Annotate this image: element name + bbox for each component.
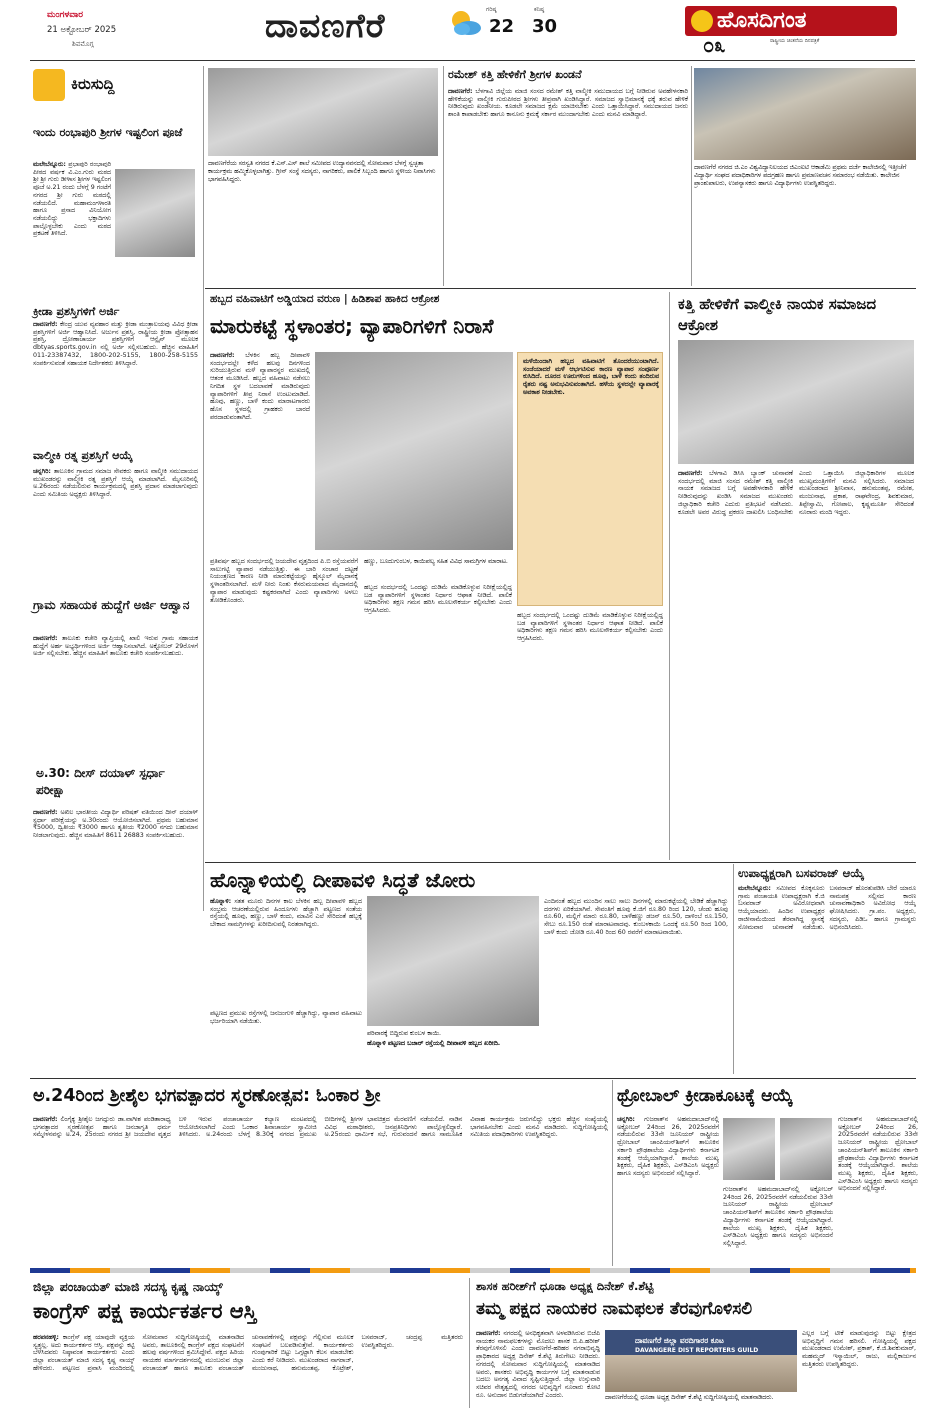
paper-name: ಹೊಸದಿಗಂತ [717,8,807,33]
brief-text-3: ತಾಲೂಕಿನ ಗ್ರಾಮದ ಸಮಾಜ ಸೇವಕರು ಹಾಗೂ ವಾಲ್ಮೀಕಿ ಸಮುದಾಯದ ಮುಖಂಡರನ್ನು ವಾಲ್ಮೀಕಿ ರತ್ನ ಪ್ರಶಸ್ತಿಗೆ ಆಯ್ಕೆ ಮಾಡಲಾಗಿದೆ. ಮೈಸೂರಿನಲ್ಲಿ ಅ.26ರಂದು ನಡೆಯಲಿರುವ ಕಾರ್ಯಕ್ರಮದಲ್ಲಿ ಪ್ರಶಸ್ತಿ ಪ್ರದಾನ ಮಾಡಲಾಗುವುದು ಎಂದು ಸಮಿತಿಯ ಅಧ್ಯಕ್ಷರು ತಿಳಿಸಿದ್ದಾರೆ. [33,468,198,499]
throwball-body-3: ಗುಜರಾತ್‌ನ ಅಹಮದಾಬಾದ್‌ನಲ್ಲಿ ಅಕ್ಟೋಬರ್ 24ರಿಂದ 26, 2025ರವರೆಗೆ ನಡೆಯಲಿರುವ 33ನೇ ಜೂನಿಯರ್ ರಾಷ್ಟ್ರೀಯ ಥ್ರೋಬಾಲ್ ಚಾಂಪಿಯನ್‌ಶಿಪ್‌ಗೆ ತಾಲೂಕಿನ ಸರ್ಕಾರಿ ಪ್ರೌಢಶಾಲೆಯ ವಿದ್ಯಾರ್ಥಿಗಳು ಕರ್ನಾಟಕ ತಂಡಕ್ಕೆ ಆಯ್ಕೆಯಾಗಿದ್ದಾರೆ. ಶಾಲೆಯ ಮುಖ್ಯ ಶಿಕ್ಷಕರು, ದೈಹಿಕ ಶಿಕ್ಷಕರು, ಎಸ್‌ಡಿಎಂಸಿ ಅಧ್ಯಕ್ಷರು ಹಾಗೂ ಸದಸ್ಯರು ಅಭಿನಂದನೆ ಸಲ್ಲಿಸಿದ್ದಾರೆ. [838,1116,918,1193]
brief-title-1: ಇಂದು ರಂಭಾಪುರಿ ಶ್ರೀಗಳ ಇಷ್ಟಲಿಂಗ ಪೂಜೆ [33,126,183,139]
honnali-dateline: ಹೊನ್ನಾಳಿ: [210,898,232,905]
page-number: ೦೩ [703,33,726,57]
ramesh-body [448,88,688,288]
kirusuddi-banner [33,69,153,103]
basavaraj-text: ಸಮೀಪದ ಕೊಕ್ಕನೂರು ಗ್ರಾಮ ಪಂಚಾಯತಿ ಉಪಾಧ್ಯಕ್ಷರಾಗಿ ಕೆ.ಜಿ ಬಸವರಾಜ್ ಅವಿರೋಧವಾಗಿ ಆಯ್ಕೆಯಾದರು. ಹಿಂದಿನ ಉಪಾಧ್ಯಕ್ಷರ ರಾಜೀನಾಮೆಯಿಂದ ತೆರವಾಗಿದ್ದ ಸ್ಥಾನಕ್ಕೆ ಸೋಮವಾರ ಚುನಾವಣೆ ನಡೆಯಿತು. ಬಸವರಾಜ್ ಹೊರತುಪಡಿಸಿ ಬೇರೆ ಯಾರೂ ನಾಮಪತ್ರ ಸಲ್ಲಿಸದ ಕಾರಣ ಚುನಾವಣಾಧಿಕಾರಿ ಅವಿರೋಧ ಆಯ್ಕೆ ಘೋಷಿಸಿದರು. ಗ್ರಾ.ಪಂ. ಅಧ್ಯಕ್ಷರು, ಸದಸ್ಯರು, ಪಿಡಿಒ ಹಾಗೂ ಗ್ರಾಮಸ್ಥರು ಅಭಿನಂದಿಸಿದರು. [738,885,916,931]
dinesh-kicker: ಶಾಸಕ ಹರೀಶ್‌ಗೆ ಧೂಡಾ ಅಧ್ಯಕ್ಷ ದಿನೇಶ್ ಕೆ.ಶೆಟ್ಟಿ [476,1279,654,1293]
market-kicker: ಹಬ್ಬದ ವಹಿವಾಟಿಗೆ ಅಡ್ಡಿಯಾದ ವರುಣ | ಹಿಡಿಶಾಪ ಹಾಕಿದ ಆಕ್ರೋಶ [210,293,440,305]
row3-rule [30,1078,916,1079]
kirusuddi-label: ಕಿರುಸುದ್ದಿ [71,75,115,93]
market-body-2: ಪ್ರತಿವರ್ಷ ಹಬ್ಬದ ಸಂದರ್ಭದಲ್ಲಿ ಜಯದೇವ ವೃತ್ತದಿಂದ ಪಿ.ಬಿ ರಸ್ತೆಯವರೆಗೆ ಸಾಲುಗಟ್ಟಿ ವ್ಯಾಪಾರ ನಡೆಯುತ್ತಿತ್ತು. ಈ ಬಾರಿ ಸಂಚಾರ ದಟ್ಟಣೆ ನಿಯಂತ್ರಣದ ಕಾರಣ ನೀಡಿ ಮಾರುಕಟ್ಟೆಯನ್ನು ಹೈಸ್ಕೂಲ್ ಮೈದಾನಕ್ಕೆ ಸ್ಥಳಾಂತರಿಸಲಾಗಿದೆ. ಮಳೆ ನೀರು ನಿಂತು ಕೆಸರುಮಯವಾದ ಮೈದಾನದಲ್ಲಿ ವ್ಯಾಪಾರ ಮಾಡುವುದು ಕಷ್ಟಕರವಾಗಿದೆ ಎಂದು ವ್ಯಾಪಾರಿಗಳು ಅಳಲು ತೋಡಿಕೊಂಡರು. [210,558,358,604]
top-row-rule [205,288,916,289]
cleaning-drive-photo [208,68,438,156]
press-meet-photo [605,1330,797,1392]
gmit-event-photo [694,68,916,160]
throwball-body-2: ಗುಜರಾತ್‌ನ ಅಹಮದಾಬಾದ್‌ನಲ್ಲಿ ಅಕ್ಟೋಬರ್ 24ರಿಂದ 26, 2025ರವರೆಗೆ ನಡೆಯಲಿರುವ 33ನೇ ಜೂನಿಯರ್ ರಾಷ್ಟ್ರೀಯ ಥ್ರೋಬಾಲ್ ಚಾಂಪಿಯನ್‌ಶಿಪ್‌ಗೆ ತಾಲೂಕಿನ ಸರ್ಕಾರಿ ಪ್ರೌಢಶಾಲೆಯ ವಿದ್ಯಾರ್ಥಿಗಳು ಕರ್ನಾಟಕ ತಂಡಕ್ಕೆ ಆಯ್ಕೆಯಾಗಿದ್ದಾರೆ. ಶಾಲೆಯ ಮುಖ್ಯ ಶಿಕ್ಷಕರು, ದೈಹಿಕ ಶಿಕ್ಷಕರು, ಎಸ್‌ಡಿಎಂಸಿ ಅಧ್ಯಕ್ಷರು ಹಾಗೂ ಸದಸ್ಯರು ಅಭಿನಂದನೆ ಸಲ್ಲಿಸಿದ್ದಾರೆ. [723,1186,833,1247]
throwball-headline: ಥ್ರೋಬಾಲ್ ಕ್ರೀಡಾಕೂಟಕ್ಕೆ ಆಯ್ಕೆ [617,1086,793,1106]
katti-dateline: ದಾವಣಗೆರೆ: [678,470,703,477]
student-photo-boy [723,1118,775,1180]
brief-dateline-2: ದಾವಣಗೆರೆ: [33,321,58,328]
cleaning-drive-caption: ದಾವಣಗೆರೆಯ ಸರಸ್ವತಿ ನಗರದ ಕೆ.ಎಸ್.ಎಸ್ ಶಾಲೆ ಸಮೀಪದ ಉದ್ಯಾನವನದಲ್ಲಿ ಸೋಮವಾರ ಬೆಳಗ್ಗೆ ಸ್ವಚ್ಛತಾ ಕಾರ್ಯಕ್ರಮ ಹಮ್ಮಿಕೊಳ್ಳಲಾಗಿತ್ತು. ಗ್ರೀನ್ ಸಂಸ್ಥೆ ಸದಸ್ಯರು, ನಾಗರಿಕರು, ಪಾಲಿಕೆ ಸಿಬ್ಬಂದಿ ಹಾಗೂ ಸ್ಥಳೀಯ ನಿವಾಸಿಗಳು ಭಾಗವಹಿಸಿದ್ದರು. [208,160,436,183]
dinesh-body-1 [476,1330,600,1408]
max-temp: 30 [532,16,558,37]
honnali-market-photo [367,896,539,1026]
section-divider [30,1268,916,1273]
brief-body-5 [33,809,198,909]
ramesh-text: ಬೆಳಗಾವಿ ಜಿಲ್ಲೆಯ ಮಾಜಿ ಸಂಸದ ರಮೇಶ್ ಕತ್ತಿ ವಾಲ್ಮೀಕಿ ಸಮುದಾಯದ ಬಗ್ಗೆ ನೀಡಿರುವ ಅವಹೇಳನಕಾರಿ ಹೇಳಿಕೆಯನ್ನು ವಾಲ್ಮೀಕಿ ಗುರುಪೀಠದ ಶ್ರೀಗಳು ತೀವ್ರವಾಗಿ ಖಂಡಿಸಿದ್ದಾರೆ. ಸಮಾಜದ ಸ್ವಾಭಿಮಾನಕ್ಕೆ ಧಕ್ಕೆ ತರುವ ಹೇಳಿಕೆ ನೀಡಿರುವುದು ಖಂಡನೀಯ. ಕೂಡಲೇ ಸಮಾಜದ ಕ್ಷಮೆ ಯಾಚಿಸಬೇಕು ಎಂದು ಒತ್ತಾಯಿಸಿದ್ದಾರೆ. ಸಮುದಾಯದ ಜನರು ಶಾಂತಿ ಕಾಪಾಡಬೇಕು ಹಾಗೂ ಕಾನೂನು ಕ್ರಮಕ್ಕೆ ಸರ್ಕಾರ ಮುಂದಾಗಬೇಕು ಎಂದು ಮನವಿ ಮಾಡಿದ್ದಾರೆ. [448,88,688,119]
column-rule-left [203,66,204,911]
swamiji-photo [115,169,195,257]
gmit-event-caption: ದಾವಣಗೆರೆ ನಗರದ ಜಿ.ಎಂ ವಿಶ್ವವಿದ್ಯಾನಿಲಯದ ಜಿಎಂಐಟಿ ಆಕಾಡೆಮಿ ಪ್ರಥಮ ದರ್ಜೆ ಕಾಲೇಜಿನಲ್ಲಿ ಇತ್ತೀಚೆಗೆ ವಿದ್ಯಾರ್ಥಿ ಸಂಘದ ಪದಾಧಿಕಾರಿಗಳ ಪದಗ್ರಹಣ ಹಾಗೂ ಪ್ರಮಾಣವಚನ ಸಮಾರಂಭ ನಡೆಯಿತು. ಕಾಲೇಜಿನ ಪ್ರಾಂಶುಪಾಲರು, ಉಪನ್ಯಾಸಕರು ಹಾಗೂ ವಿದ್ಯಾರ್ಥಿಗಳು ಉಪಸ್ಥಿತರಿದ್ದರು. [694,164,907,187]
column-rule-5 [733,864,734,1074]
honnali-headline: ಹೊನ್ನಾಳಿಯಲ್ಲಿ ದೀಪಾವಳಿ ಸಿದ್ಧತೆ ಜೋರು [210,868,476,892]
paper-logo [685,6,897,36]
masthead-city: ಶಿವಮೊಗ್ಗ [72,40,94,48]
brief-dateline-5: ದಾವಣಗೆರೆ: [33,809,58,816]
congress-text: ಕಾಂಗ್ರೆಸ್ ಪಕ್ಷ ಯಾವುದೇ ವ್ಯಕ್ತಿಯ ಸ್ವತ್ತಲ್ಲ. ಅದು ಕಾರ್ಯಕರ್ತರ ಆಸ್ತಿ. ಪಕ್ಷವನ್ನು ಕಟ್ಟಿ ಬೆಳೆಸಿದವರು ನಿಷ್ಠಾವಂತ ಕಾರ್ಯಕರ್ತರು ಎಂದು ಜಿಲ್ಲಾ ಪಂಚಾಯತ್ ಮಾಜಿ ಸದಸ್ಯ ಕೃಷ್ಣ ನಾಯ್ಕ್ ಹೇಳಿದರು. ಪಟ್ಟಣದ ಪ್ರವಾಸಿ ಮಂದಿರದಲ್ಲಿ ಸೋಮವಾರ ಸುದ್ದಿಗೋಷ್ಠಿಯಲ್ಲಿ ಮಾತನಾಡಿದ ಅವರು, ತಾಲೂಕಿನಲ್ಲಿ ಕಾಂಗ್ರೆಸ್ ಪಕ್ಷದ ಸಂಘಟನೆಗೆ ಹಲವು ವರ್ಷಗಳಿಂದ ಶ್ರಮಿಸಿದ್ದೇವೆ. ಪಕ್ಷದ ಹಿರಿಯ ನಾಯಕರ ಮಾರ್ಗದರ್ಶನದಲ್ಲಿ ಮುಂಬರುವ ಜಿಲ್ಲಾ ಪಂಚಾಯತ್ ಹಾಗೂ ತಾಲೂಕು ಪಂಚಾಯತ್ ಚುನಾವಣೆಗಳಲ್ಲಿ ಪಕ್ಷವನ್ನು ಗೆಲ್ಲಿಸುವ ಮೂಲಕ ಸಂಘಟನೆ ಬಲಪಡಿಸುತ್ತೇವೆ. ಕಾರ್ಯಕರ್ತರು ಗುಂಪುಗಾರಿಕೆ ಬಿಟ್ಟು ಒಗ್ಗಟ್ಟಾಗಿ ಕೆಲಸ ಮಾಡಬೇಕು ಎಂದು ಕರೆ ನೀಡಿದರು. ಮುಖಂಡರಾದ ನಾಗರಾಜ್, ಮಂಜುನಾಥ, ಹನುಮಂತಪ್ಪ, ಕೊಟ್ರೇಶ್, ಬಸವರಾಜ್, ಚಂದ್ರಪ್ಪ ಮತ್ತಿತರರು ಉಪಸ್ಥಿತರಿದ್ದರು. [33,1334,463,1372]
dinesh-headline: ತಮ್ಮ ಪಕ್ಷದ ನಾಯಕರ ನಾಮಫಲಕ ತೆರವುಗೊಳಿಸಲಿ [476,1299,753,1319]
honnali-body-1 [210,898,362,1008]
edition-title: ದಾವಣಗೆರೆ [265,6,386,45]
katti-headline: ಕತ್ತಿ ಹೇಳಿಕೆಗೆ ವಾಲ್ಮೀಕಿ ನಾಯಕ ಸಮಾಜದ ಆಕ್ರೋಶ [678,295,877,334]
brief-dateline-1: ಮಲೇಬೆನ್ನೂರು: [33,161,66,168]
throwball-dateline: ಚನ್ನಗಿರಿ: [617,1116,635,1123]
market-body-3: ಹಬ್ಬದ ಸಂದರ್ಭದಲ್ಲಿ ಒಂದಷ್ಟು ದುಡಿಮೆ ಮಾಡಿಕೊಳ್ಳುವ ನಿರೀಕ್ಷೆಯಲ್ಲಿದ್ದ ಬಡ ವ್ಯಾಪಾರಿಗಳಿಗೆ ಸ್ಥಳಾಂತರ ನಿರ್ಧಾರ ಆಘಾತ ನೀಡಿದೆ. ಪಾಲಿಕೆ ಅಧಿಕಾರಿಗಳು ತಕ್ಷಣ ಗಮನ ಹರಿಸಿ ಮೂಲಸೌಕರ್ಯ ಕಲ್ಪಿಸಬೇಕು ಎಂದು ಆಗ್ರಹಿಸಿದರು. [364,584,512,615]
press-meet-caption: ದಾವಣಗೆರೆಯಲ್ಲಿ ಧೂಡಾ ಅಧ್ಯಕ್ಷ ದಿನೇಶ್ ಕೆ.ಶೆಟ್ಟಿ ಸುದ್ದಿಗೋಷ್ಠಿಯಲ್ಲಿ ಮಾತನಾಡಿದರು. [605,1394,774,1401]
congress-kicker: ಜಿಲ್ಲಾ ಪಂಚಾಯತ್ ಮಾಜಿ ಸದಸ್ಯ ಕೃಷ್ಣ ನಾಯ್ಕ್ [33,1279,223,1294]
column-rule-3 [691,66,692,286]
weather-icon [448,8,482,38]
congress-dateline: ಹರಪನಹಳ್ಳಿ: [33,1334,59,1341]
hand-icon [33,69,65,101]
congress-headline: ಕಾಂಗ್ರೆಸ್ ಪಕ್ಷ ಕಾರ್ಯಕರ್ತರ ಆಸ್ತಿ [33,1299,257,1323]
logo-emblem-icon [691,10,713,32]
brief-text-1: ಪ್ರಭಾಪುರಿ ರಂಭಾಪುರಿ ಪೀಠದ ವರ್ಷಕ ವಿ.ಎಂ.ಗುರು ಮಠದ ಶ್ರೀ ಶ್ರೀ ಗುರು ಡೀಳಾಸ ಶ್ರೀಗಳ ಇಷ್ಟಲಿಂಗ ಪೂಜೆ ಅ.21 ರಂದು ಬೆಳಗ್ಗೆ 9 ಗಂಟೆಗೆ ನಗರದ ಶ್ರೀ ಗುರು ಮಠದಲ್ಲಿ ನಡೆಯಲಿದೆ. ಮಹಾಮಂಗಳಾರತಿ ಹಾಗೂ ಪ್ರಸಾದ ವಿನಿಯೋಗ ನಡೆಯಲಿದ್ದು ಭಕ್ತಾದಿಗಳು ಪಾಲ್ಗೊಳ್ಳಬೇಕು ಎಂದು ಮಠದ ಪ್ರಕಟಣೆ ತಿಳಿಸಿದೆ. [33,161,111,238]
honnali-body-2: ಪಟ್ಟಣದ ಪ್ರಮುಖ ರಸ್ತೆಗಳಲ್ಲಿ ಜನಜಂಗುಳಿ ಹೆಚ್ಚಾಗಿದ್ದು, ವ್ಯಾಪಾರ ವಹಿವಾಟು ಭರ್ಜರಿಯಾಗಿ ನಡೆಯಿತು. [210,1010,362,1025]
katti-protest-photo [678,340,914,464]
market-text-1: ಬೆಳಕಿನ ಹಬ್ಬ ದೀಪಾವಳಿ ಸಂದರ್ಭದಲ್ಲೇ ಕಳೆದ ಹಲವು ದಿನಗಳಿಂದ ಸುರಿಯುತ್ತಿರುವ ಮಳೆ ವ್ಯಾಪಾರಸ್ಥರ ಮುಖದಲ್ಲಿ ಆತಂಕ ಮೂಡಿಸಿದೆ. ಹಬ್ಬದ ವಹಿವಾಟು ನಡೆಸಲು ನಿಗದಿತ ಸ್ಥಳ ಬದಲಾವಣೆ ಮಾಡಿರುವುದು ವ್ಯಾಪಾರಿಗಳಿಗೆ ತೀವ್ರ ನಿರಾಸೆ ಉಂಟುಮಾಡಿದೆ. ಹೂವು, ಹಣ್ಣು, ಬಾಳೆ ಕಂದು ಮಾರಾಟಗಾರರು ಹೊಸ ಸ್ಥಳದಲ್ಲಿ ಗ್ರಾಹಕರು ಬಾರದೆ ಪರದಾಡುವಂತಾಗಿದೆ. [210,352,310,421]
market-box-text: ಮಳೆಯಿಂದಾಗಿ ಹಬ್ಬದ ವಹಿವಾಟಿಗೆ ತೊಂದರೆಯುಂಟಾಗಿದೆ. ಸಂಜೆಯಾದರೆ ಮಳೆ ಆರ್ಭಟಿಸುವ ಕಾರಣ ವ್ಯಾಪಾರ ಸಂಪೂರ್ಣ ಕುಸಿದಿದೆ. ದೂರದ ಊರುಗಳಿಂದ ಹೂವು, ಬಾಳೆ ಕಂದು ತಂದಿರುವ ರೈತರು ನಷ್ಟ ಅನುಭವಿಸುವಂತಾಗಿದೆ. ಹಳೆಯ ಸ್ಥಳದಲ್ಲೇ ವ್ಯಾಪಾರಕ್ಕೆ ಅವಕಾಶ ನೀಡಬೇಕು. [523,358,659,396]
brief-text-5: ಅಖಿಲ ಭಾರತೀಯ ವಿದ್ಯಾರ್ಥಿ ಪರಿಷತ್ ವತಿಯಿಂದ ದೀನ್ ದಯಾಳ್ ಸ್ಪರ್ಧಾ ಪರೀಕ್ಷೆಯನ್ನು ಅ.30ರಂದು ಆಯೋಜಿಸಲಾಗಿದೆ. ಪ್ರಥಮ ಬಹುಮಾನ ₹5000, ದ್ವಿತೀಯ ₹3000 ಹಾಗೂ ತೃತೀಯ ₹2000 ನಗದು ಬಹುಮಾನ ನೀಡಲಾಗುವುದು. ಹೆಚ್ಚಿನ ಮಾಹಿತಿಗೆ 8611 26883 ಸಂಪರ್ಕಿಸಬಹುದು. [33,809,198,840]
masthead-date: 21 ಅಕ್ಟೋಬರ್ 2025 [47,25,117,35]
student-photo-girl [780,1118,832,1180]
kirusuddi-column [30,65,200,912]
column-rule-2 [443,66,444,286]
masthead-day: ಮಂಗಳವಾರ [47,10,84,20]
srishaila-headline: ಅ.24ರಿಂದ ಶ್ರೀಶೈಲ ಭಗವತ್ಪಾದರ ಸ್ಮರಣೋತ್ಸವ: ಓಂಕಾರ ಶ್ರೀ [33,1086,381,1106]
max-temp-label: ಕನಿಷ್ಠ [534,6,545,13]
srishaila-dateline: ದಾವಣಗೆರೆ: [33,1116,58,1123]
min-temp-label: ಗರಿಷ್ಠ [486,6,497,13]
basavaraj-headline: ಉಪಾಧ್ಯಕ್ಷರಾಗಿ ಬಸವರಾಜ್ ಆಯ್ಕೆ [738,866,865,880]
honnali-photo-sub: ಹೊನ್ನಾಳಿ ಪಟ್ಟಣದ ಬಜಾರ್ ರಸ್ತೆಯಲ್ಲಿ ದೀಪಾವಳಿ ಹಬ್ಬದ ಖರೀದಿ. [367,1040,501,1047]
brief-title-5: ಅ.30: ದೀಸ್ ದಯಾಳ್ ಸ್ಪರ್ಧಾ ಪರೀಕ್ಷಾ [36,766,165,797]
brief-dateline-4: ದಾವಣಗೆರೆ: [33,635,58,642]
honnali-text-1: ಸತತ ಮೂರು ದಿನಗಳ ಕಾಲ ಬೆಳಕಿನ ಹಬ್ಬ ದೀಪಾವಳಿ ಹಬ್ಬದ ಸಂಭ್ರಮ ಆಚರಣೆಯಲ್ಲಿರುವ ಹಿಂದೂಗಳು ಹೆಚ್ಚಾಗಿ ಪಟ್ಟಣದ ಸಂತೆಯ ರಸ್ತೆಯಲ್ಲಿ ಹೂವು, ಹಣ್ಣು, ಬಾಳೆ ಕಂದು, ಮಾವಿನ ಎಲೆ ಸೇರಿದಂತೆ ಹಬ್ಬಕ್ಕೆ ಬೇಕಾದ ಸಾಮಗ್ರಿಗಳನ್ನು ಖರೀದಿಸುವಲ್ಲಿ ನಿರತರಾಗಿದ್ದರು. [210,898,362,929]
brief-title-3: ವಾಲ್ಮೀಕಿ ರತ್ನ ಪ್ರಶಸ್ತಿಗೆ ಆಯ್ಕೆ [33,449,133,462]
brief-text-4: ತಾಲೂಕು ಕಚೇರಿ ವ್ಯಾಪ್ತಿಯಲ್ಲಿ ಖಾಲಿ ಇರುವ ಗ್ರಾಮ ಸಹಾಯಕ ಹುದ್ದೆಗೆ ಅರ್ಹ ಅಭ್ಯರ್ಥಿಗಳಿಂದ ಅರ್ಜಿ ಆಹ್ವಾನಿಸಲಾಗಿದೆ. ಅಕ್ಟೋಬರ್ 29ರೊಳಗೆ ಅರ್ಜಿ ಸಲ್ಲಿಸಬೇಕು. ಹೆಚ್ಚಿನ ಮಾಹಿತಿಗೆ ತಾಲೂಕು ಕಚೇರಿ ಸಂಪರ್ಕಿಸಬಹುದು. [33,635,198,658]
masthead-rule [30,60,915,61]
market-photo [315,352,513,550]
congress-body [33,1334,463,1406]
guild-banner: ದಾವಣಗೆರೆ ಜಿಲ್ಲಾ ವರದಿಗಾರರ ಕೂಟ [635,1336,724,1345]
market-dateline: ದಾವಣಗೆರೆ: [210,352,235,359]
ramesh-headline: ರಮೇಶ್ ಕತ್ತಿ ಹೇಳಿಕೆಗೆ ಶ್ರೀಗಳ ಖಂಡನೆ [448,68,582,81]
brief-body-1 [33,161,111,311]
honnali-photo-caption: ಪರಿವಾರಕ್ಕೆ ಬಿದ್ದಿರುವ ಕುಂಬಳ ಕಾಯಿ. [367,1030,442,1037]
brief-title-2: ಕ್ರೀಡಾ ಪ್ರಶಸ್ತಿಗಳಿಗೆ ಅರ್ಜಿ [33,305,120,318]
srishaila-text: ಲಿಂಗೈಕ್ಯ ಶ್ರೀಶೈಲ ಜಗದ್ಗುರು ಡಾ.ವಾಗೀಶ ಪಂಡಿತಾರಾಧ್ಯ ಭಗವತ್ಪಾದರ ಸ್ಮರಣೋತ್ಸವ ಹಾಗೂ ಜನಜಾಗೃತಿ ಧರ್ಮ ಸಮ್ಮೇಳನವನ್ನು ಅ.24, 25ರಂದು ನಗರದ ಶ್ರೀ ಜಯದೇವ ವೃತ್ತದ ಬಳಿ ಇರುವ ಪಂಚಾಚಾರ್ಯ ಕಲ್ಯಾಣ ಮಂಟಪದಲ್ಲಿ ಆಯೋಜಿಸಲಾಗಿದೆ ಎಂದು ಓಂಕಾರ ಶಿವಾಚಾರ್ಯ ಸ್ವಾಮೀಜಿ ತಿಳಿಸಿದರು. ಅ.24ರಂದು ಬೆಳಗ್ಗೆ 8.30ಕ್ಕೆ ನಗರದ ಪ್ರಮುಖ ಬೀದಿಗಳಲ್ಲಿ ಶ್ರೀಗಳ ಭಾವಚಿತ್ರದ ಮೆರವಣಿಗೆ ನಡೆಯಲಿದೆ. ನಾಡಿನ ವಿವಿಧ ಮಠಾಧೀಶರು, ಜನಪ್ರತಿನಿಧಿಗಳು ಪಾಲ್ಗೊಳ್ಳಲಿದ್ದಾರೆ. ಅ.25ರಂದು ಧಾರ್ಮಿಕ ಸಭೆ, ಗುರುವಂದನೆ ಹಾಗೂ ಸಾಮೂಹಿಕ ವಿವಾಹ ಕಾರ್ಯಕ್ರಮ ಜರುಗಲಿದ್ದು ಭಕ್ತರು ಹೆಚ್ಚಿನ ಸಂಖ್ಯೆಯಲ್ಲಿ ಭಾಗವಹಿಸಬೇಕು ಎಂದು ಮನವಿ ಮಾಡಿದರು. ಸುದ್ದಿಗೋಷ್ಠಿಯಲ್ಲಿ ಸಮಿತಿಯ ಪದಾಧಿಕಾರಿಗಳು ಉಪಸ್ಥಿತರಿದ್ದರು. [33,1116,608,1139]
brief-body-3 [33,468,198,568]
dinesh-dateline: ದಾವಣಗೆರೆ: [476,1330,501,1337]
brief-dateline-3: ಚನ್ನಗಿರಿ: [33,468,51,475]
srishaila-body [33,1116,608,1266]
brief-text-2: ಕೇಂದ್ರ ಯುವ ವ್ಯವಹಾರ ಮತ್ತು ಕ್ರೀಡಾ ಮಂತ್ರಾಲಯವು ವಿವಿಧ ಕ್ರೀಡಾ ಪ್ರಶಸ್ತಿಗಳಿಗೆ ಅರ್ಜಿ ಆಹ್ವಾನಿಸಿದೆ. ಅರ್ಜುನ ಪ್ರಶಸ್ತಿ, ರಾಷ್ಟ್ರೀಯ ಕ್ರೀಡಾ ಪ್ರೋತ್ಸಾಹನ ಪ್ರಶಸ್ತಿ, ದ್ರೋಣಾಚಾರ್ಯ ಪ್ರಶಸ್ತಿಗಳಿಗೆ ಆನ್ಲೈನ್ ಮೂಲಕ dbtyas.sports.gov.in ನಲ್ಲಿ ಅರ್ಜಿ ಸಲ್ಲಿಸಬಹುದು. ಹೆಚ್ಚಿನ ಮಾಹಿತಿಗೆ 011-23387432, 1800-202-5155, 1800-258-5155 ಸಂಪರ್ಕಿಸುವಂತೆ ಸಹಾಯಕ ನಿರ್ದೇಶಕರು ತಿಳಿಸಿದ್ದಾರೆ. [33,321,198,367]
brief-body-2 [33,321,198,441]
masthead [0,0,945,62]
throwball-body [617,1116,719,1266]
dinesh-body-2: ಎಲ್ಲರ ಬಗ್ಗೆ ಟೀಕೆ ಮಾಡುವುದನ್ನು ಬಿಟ್ಟು ಕ್ಷೇತ್ರದ ಅಭಿವೃದ್ಧಿಗೆ ಗಮನ ಹರಿಸಲಿ. ಗೋಷ್ಠಿಯಲ್ಲಿ ಪಕ್ಷದ ಮುಖಂಡರಾದ ಉಮೇಶ್, ಪ್ರಕಾಶ್, ಕೆ.ಜಿ.ಶಿವಕುಮಾರ್, ಮಹಮ್ಮದ್ ಇಸ್ಮಾಯಿಲ್, ರಾಜು, ಮಲ್ಲಿಕಾರ್ಜುನ ಮತ್ತಿತರರು ಉಪಸ್ಥಿತರಿದ್ದರು. [802,1330,916,1368]
katti-text: ಬೆಳಗಾವಿ ಡಿಸಿಸಿ ಬ್ಯಾಂಕ್ ಚುನಾವಣೆ ಸಂದರ್ಭದಲ್ಲಿ ಮಾಜಿ ಸಂಸದ ರಮೇಶ್ ಕತ್ತಿ ವಾಲ್ಮೀಕಿ ನಾಯಕ ಸಮಾಜದ ಬಗ್ಗೆ ಅವಹೇಳನಕಾರಿ ಹೇಳಿಕೆ ನೀಡಿರುವುದನ್ನು ಖಂಡಿಸಿ ಸಮಾಜದ ಮುಖಂಡರು ಜಿಲ್ಲಾಧಿಕಾರಿ ಕಚೇರಿ ಎದುರು ಪ್ರತಿಭಟನೆ ನಡೆಸಿದರು. ಕೂಡಲೇ ಅವರ ವಿರುದ್ಧ ಪ್ರಕರಣ ದಾಖಲಿಸಿ ಬಂಧಿಸಬೇಕು ಎಂದು ಒತ್ತಾಯಿಸಿ ಜಿಲ್ಲಾಧಿಕಾರಿಗಳ ಮೂಲಕ ಮುಖ್ಯಮಂತ್ರಿಗಳಿಗೆ ಮನವಿ ಸಲ್ಲಿಸಿದರು. ಸಮಾಜದ ಮುಖಂಡರಾದ ಶ್ರೀನಿವಾಸ, ಹನುಮಂತಪ್ಪ, ರಮೇಶ, ಮಂಜುನಾಥ, ಪ್ರಕಾಶ, ರಾಘವೇಂದ್ರ, ಶಿವಕುಮಾರ, ತಿಪ್ಪೇಸ್ವಾಮಿ, ಗೋಪಾಲ, ಕೃಷ್ಣಮೂರ್ತಿ ಸೇರಿದಂತೆ ನೂರಾರು ಮಂದಿ ಇದ್ದರು. [678,470,914,516]
paper-tagline: ರಾಷ್ಟ್ರೀಯ ಚಿಂತನೆಯ ದಿನಪತ್ರಿಕೆ [770,38,820,44]
ramesh-dateline: ದಾವಣಗೆರೆ: [448,88,473,95]
mid-row-rule [205,862,916,863]
dinesh-text-1: ನಗರದಲ್ಲಿ ಅನಧಿಕೃತವಾಗಿ ಅಳವಡಿಸಿರುವ ಬಿಜೆಪಿ ನಾಯಕರ ನಾಮಫಲಕಗಳನ್ನು ಮೊದಲು ಶಾಸಕ ಬಿ.ಪಿ.ಹರೀಶ್ ತೆರವುಗೊಳಿಸಲಿ ಎಂದು ದಾವಣಗೆರೆ-ಹರಿಹರ ನಗರಾಭಿವೃದ್ಧಿ ಪ್ರಾಧಿಕಾರದ ಅಧ್ಯಕ್ಷ ದಿನೇಶ್ ಕೆ.ಶೆಟ್ಟಿ ತಿರುಗೇಟು ನೀಡಿದರು. ನಗರದಲ್ಲಿ ಸೋಮವಾರ ಸುದ್ದಿಗೋಷ್ಠಿಯಲ್ಲಿ ಮಾತನಾಡಿದ ಅವರು, ಶಾಸಕರು ಅಭಿವೃದ್ಧಿ ಕಾರ್ಯಗಳ ಬಗ್ಗೆ ಮಾತನಾಡುವ ಬದಲು ಅನಗತ್ಯ ವಿವಾದ ಸೃಷ್ಟಿಸುತ್ತಿದ್ದಾರೆ. ಜಿಲ್ಲಾ ಉಸ್ತುವಾರಿ ಸಚಿವರ ನೇತೃತ್ವದಲ್ಲಿ ನಗರದ ಅಭಿವೃದ್ಧಿಗೆ ನೂರಾರು ಕೋಟಿ ರೂ. ಅನುದಾನ ಬಿಡುಗಡೆಯಾಗಿದೆ ಎಂದರು. [476,1330,600,1399]
column-rule-7 [469,1278,470,1408]
column-rule-4 [669,292,670,860]
market-body-4: ಹಬ್ಬದ ಸಂದರ್ಭದಲ್ಲಿ ಒಂದಷ್ಟು ದುಡಿಮೆ ಮಾಡಿಕೊಳ್ಳುವ ನಿರೀಕ್ಷೆಯಲ್ಲಿದ್ದ ಬಡ ವ್ಯಾಪಾರಿಗಳಿಗೆ ಸ್ಥಳಾಂತರ ನಿರ್ಧಾರ ಆಘಾತ ನೀಡಿದೆ. ಪಾಲಿಕೆ ಅಧಿಕಾರಿಗಳು ತಕ್ಷಣ ಗಮನ ಹರಿಸಿ ಮೂಲಸೌಕರ್ಯ ಕಲ್ಪಿಸಬೇಕು ಎಂದು ಆಗ್ರಹಿಸಿದರು. [517,612,663,643]
brief-body-4 [33,635,198,727]
throwball-text: ಗುಜರಾತ್‌ನ ಅಹಮದಾಬಾದ್‌ನಲ್ಲಿ ಅಕ್ಟೋಬರ್ 24ರಿಂದ 26, 2025ರವರೆಗೆ ನಡೆಯಲಿರುವ 33ನೇ ಜೂನಿಯರ್ ರಾಷ್ಟ್ರೀಯ ಥ್ರೋಬಾಲ್ ಚಾಂಪಿಯನ್‌ಶಿಪ್‌ಗೆ ತಾಲೂಕಿನ ಸರ್ಕಾರಿ ಪ್ರೌಢಶಾಲೆಯ ವಿದ್ಯಾರ್ಥಿಗಳು ಕರ್ನಾಟಕ ತಂಡಕ್ಕೆ ಆಯ್ಕೆಯಾಗಿದ್ದಾರೆ. ಶಾಲೆಯ ಮುಖ್ಯ ಶಿಕ್ಷಕರು, ದೈಹಿಕ ಶಿಕ್ಷಕರು, ಎಸ್‌ಡಿಎಂಸಿ ಅಧ್ಯಕ್ಷರು ಹಾಗೂ ಸದಸ್ಯರು ಅಭಿನಂದನೆ ಸಲ್ಲಿಸಿದ್ದಾರೆ. [617,1116,719,1177]
brief-title-4: ಗ್ರಾಮ ಸಹಾಯಕ ಹುದ್ದೆಗೆ ಅರ್ಜಿ ಆಹ್ವಾನ [33,598,190,612]
column-rule-6 [612,1080,613,1266]
honnali-body-3: ಎಂದಿನಂತೆ ಹಬ್ಬದ ಮುಂದಿನ ಸಾಲು ಸಾಲು ದಿನಗಳಲ್ಲಿ ಮಾರುಕಟ್ಟೆಯಲ್ಲಿ ಬೇಡಿಕೆ ಹೆಚ್ಚಾಗಿದ್ದು ದರಗಳು ಏರಿಕೆಯಾಗಿವೆ. ಸೇವಂತಿಗೆ ಹೂವು ಕೆ.ಜಿಗೆ ರೂ.80 ರಿಂದ 120, ಚೆಂಡು ಹೂವು ರೂ.60, ಮಲ್ಲಿಗೆ ಮಾರು ರೂ.80, ಬಾಳೆಹಣ್ಣು ಡಜನ್ ರೂ.50, ದಾಳಿಂಬೆ ರೂ.150, ಸೇಬು ರೂ.150 ರಂತೆ ಮಾರಾಟವಾದವು. ಕುಂಬಳಕಾಯಿ ಒಂದಕ್ಕೆ ರೂ.50 ರಿಂದ 100, ಬಾಳೆ ಕಂದು ಜೋಡಿ ರೂ.40 ರಿಂದ 60 ರವರೆಗೆ ಮಾರಾಟವಾಯಿತು. [544,898,728,936]
market-box [517,352,663,606]
market-headline: ಮಾರುಕಟ್ಟೆ ಸ್ಥಳಾಂತರ; ವ್ಯಾಪಾರಿಗಳಿಗೆ ನಿರಾಸೆ [210,314,494,338]
katti-body [678,470,914,858]
market-body-1 [210,352,310,550]
basavaraj-dateline: ಮಲೇಬೆನ್ನೂರು: [738,885,771,892]
market-photo-caption: ಹಣ್ಣು, ಬೂದುಗುಂಬಳ, ಕಾಯಿಪಲ್ಯ ಸಹಿತ ವಿವಿಧ ಸಾಮಗ್ರಿಗಳ ಮಾರಾಟ. [364,558,508,565]
guild-banner-en: DAVANGERE DIST REPORTERS GUILD [635,1347,759,1354]
min-temp: 22 [489,16,515,37]
basavaraj-body [738,885,916,1073]
